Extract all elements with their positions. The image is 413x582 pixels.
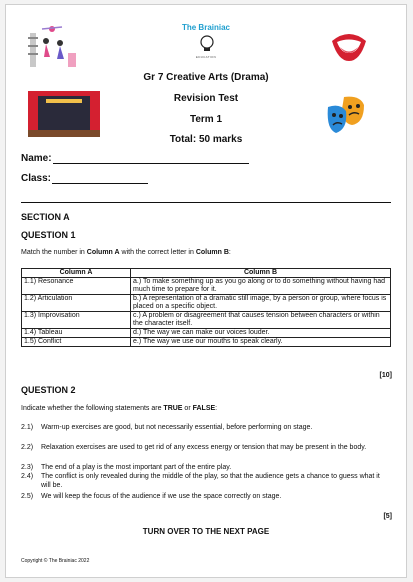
section-a-heading: SECTION A [21, 212, 70, 222]
name-label: Name: [21, 153, 52, 164]
table-row [22, 278, 391, 295]
column-b-cell: a.) To make something up as you go along or to do something without having had much time to prepare for it. [131, 278, 391, 295]
statement-item: 2.1) Warm-up exercises are good, but not necessarily essential, before performing on stage. [21, 424, 313, 431]
lightbulb-logo-icon [199, 35, 215, 53]
table-row [22, 312, 391, 329]
table-row [22, 329, 391, 338]
term-label: Term 1 [189, 114, 223, 125]
column-b-cell: d.) The way we can make our voices louder. [131, 329, 391, 338]
column-a-cell: 1.5) Conflict [22, 338, 131, 347]
matching-table [21, 268, 391, 347]
page-subtitle: Revision Test [173, 93, 239, 104]
table-row [22, 295, 391, 312]
question-1-marks: [10] [379, 372, 392, 379]
question-2-instruction: Indicate whether the following statements are TRUE or FALSE: [21, 405, 218, 412]
class-label: Class: [21, 173, 52, 184]
question-1-heading: QUESTION 1 [21, 230, 76, 240]
column-a-cell: 1.3) Improvisation [22, 312, 131, 329]
statement-item: 2.5) We will keep the focus of the audience if we use the space correctly on stage. [21, 493, 282, 500]
page-title: Gr 7 Creative Arts (Drama) [143, 72, 269, 83]
statement-item: 2.4) The conflict is only revealed during the middle of the play, so that the audience gets a chance to guess what it will be. [21, 473, 380, 489]
name-line[interactable] [53, 163, 249, 164]
column-a-cell: 1.1) Resonance [22, 278, 131, 295]
total-marks: Total: 50 marks [169, 134, 243, 145]
column-a-header: Column A [22, 269, 131, 278]
question-2-heading: QUESTION 2 [21, 385, 76, 395]
table-row [22, 338, 391, 347]
statement-item: 2.3) The end of a play is the most important part of the entire play. [21, 464, 232, 471]
brand-name: The Brainiac [181, 23, 230, 32]
separator-line [21, 202, 391, 203]
column-a-cell: 1.2) Articulation [22, 295, 131, 312]
brand-tagline: EDUCATION [195, 55, 217, 59]
worksheet-page [5, 4, 407, 578]
column-b-cell: e.) The way we use our mouths to speak clearly. [131, 338, 391, 347]
class-line[interactable] [52, 183, 148, 184]
column-b-cell: c.) A problem or disagreement that causes tension between characters or within the character itself. [131, 312, 391, 329]
column-a-cell: 1.4) Tableau [22, 329, 131, 338]
column-b-header: Column B [131, 269, 391, 278]
copyright-note: Copyright © The Brainiac 2022 [21, 558, 90, 564]
lips-icon [330, 29, 368, 63]
turn-over-note: TURN OVER TO THE NEXT PAGE [142, 527, 270, 536]
statement-item: 2.2) Relaxation exercises are used to get rid of any excess energy or tension that may be present in the body. [21, 444, 367, 451]
column-b-cell: b.) A representation of a dramatic still image, by a person or group, where focus is placed on a specific object. [131, 295, 391, 312]
question-1-instruction: Match the number in Column A with the correct letter in Column B: [21, 249, 231, 256]
question-2-marks: [5] [383, 513, 392, 520]
